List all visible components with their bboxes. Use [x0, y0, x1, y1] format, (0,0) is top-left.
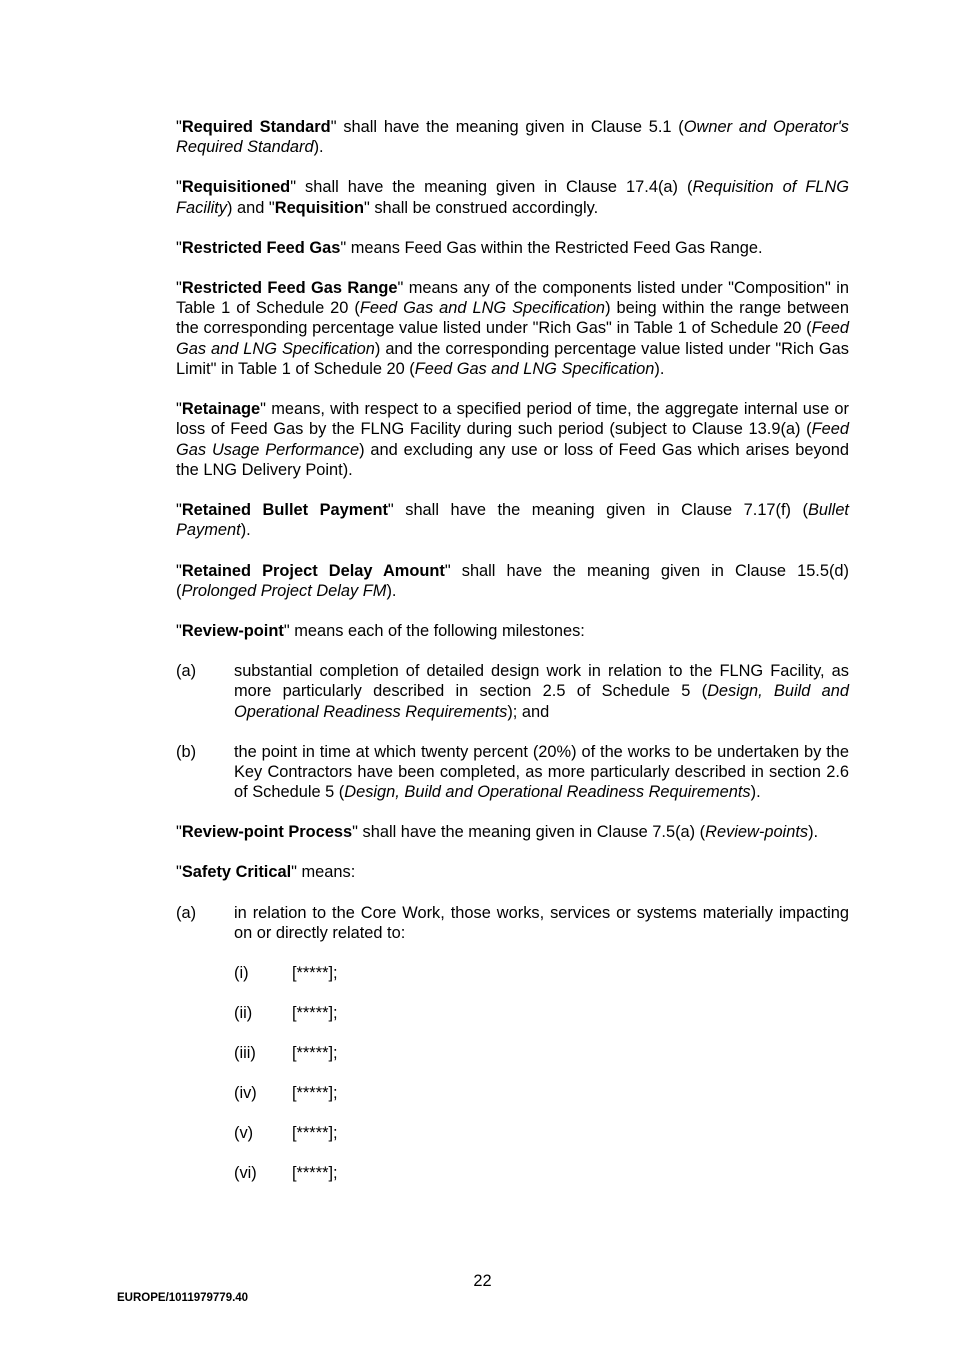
definition-restricted-feed-gas: "Restricted Feed Gas" means Feed Gas within the Restricted Feed Gas Range.	[176, 238, 763, 257]
cross-reference: Feed Gas and LNG Specification	[176, 319, 849, 358]
defined-term: Requisition	[274, 198, 364, 217]
defined-term: Retainage	[181, 400, 261, 419]
list-item: (a) in relation to the Core Work, those works, services or systems materially impacting on or directly related to:	[176, 903, 849, 942]
sub-list-item: (iii) [*****];	[234, 1044, 338, 1063]
list-item: (b) the point in time at which twenty percent (20%) of the works to be undertaken by the Key Contractors have been completed, as more particularly described in section 2.6 of Schedule 5 (Design, Build and Operational Readiness Requirements).	[176, 742, 849, 802]
sub-list-label: (iii)	[234, 1044, 256, 1063]
cross-reference: Owner and Operator's Required Standard	[176, 118, 849, 157]
defined-term: Retained Bullet Payment	[181, 501, 388, 520]
definition-retainage: "Retainage" means, with respect to a specified period of time, the aggregate internal use or loss of Feed Gas by the FLNG Facility during such period (subject to Clause 13.9(a) (Feed Gas Usage Performance) and excluding any use or loss of Feed Gas which arises beyond the LNG Delivery Point).	[176, 400, 849, 480]
defined-term: Restricted Feed Gas Range	[181, 278, 398, 297]
defined-term: Review-point	[181, 621, 284, 640]
list-label: (a)	[176, 903, 197, 922]
cross-reference: Review-points	[705, 823, 809, 842]
sub-list-item: (v) [*****];	[234, 1124, 338, 1143]
cross-reference: Design, Build and Operational Readiness Requirements	[344, 783, 751, 802]
sub-list-label: (v)	[234, 1124, 254, 1143]
defined-term: Requisitioned	[181, 178, 291, 197]
page-number: 22	[473, 1272, 492, 1290]
document-reference: EUROPE/1011979779.40	[117, 1292, 249, 1304]
cross-reference: Feed Gas and LNG Specification	[414, 360, 655, 379]
definition-requisitioned: "Requisitioned" shall have the meaning given in Clause 17.4(a) (Requisition of FLNG Facility) and "Requisition" shall be construed accordingly.	[176, 178, 849, 217]
sub-list-item: (iv) [*****];	[234, 1084, 338, 1103]
list-label: (b)	[176, 742, 197, 761]
list-item: (a) substantial completion of detailed design work in relation to the FLNG Facility, as more particularly described in section 2.5 of Schedule 5 (Design, Build and Operational Readiness Requirements); and	[176, 662, 849, 721]
cross-reference: Prolonged Project Delay FM	[181, 581, 387, 600]
definition-retained-project-delay-amount: "Retained Project Delay Amount" shall have the meaning given in Clause 15.5(d) (Prolonged Project Delay FM).	[176, 561, 850, 600]
sub-list-item: (ii) [*****];	[234, 1004, 338, 1023]
definition-safety-critical: "Safety Critical" means:	[176, 863, 356, 882]
sub-list-item: (i) [*****];	[234, 963, 338, 982]
sub-list-item: (vi) [*****];	[234, 1164, 338, 1183]
definition-review-point: "Review-point" means each of the following milestones:	[176, 621, 585, 640]
defined-term: Safety Critical	[181, 863, 292, 882]
document-body	[176, 117, 849, 1204]
cross-reference: Bullet Payment	[176, 501, 849, 540]
sub-list-label: (vi)	[234, 1164, 257, 1183]
cross-reference: Feed Gas and LNG Specification	[359, 299, 606, 318]
list-label: (a)	[176, 662, 197, 681]
definition-required-standard: "Required Standard" shall have the meaning given in Clause 5.1 (Owner and Operator's Required Standard).	[176, 118, 849, 157]
sub-list-label: (ii)	[234, 1004, 253, 1023]
defined-term: Restricted Feed Gas	[181, 238, 341, 257]
definition-retained-bullet-payment: "Retained Bullet Payment" shall have the meaning given in Clause 7.17(f) (Bullet Payment).	[176, 501, 849, 540]
defined-term: Required Standard	[181, 118, 331, 136]
sub-list-label: (i)	[234, 963, 249, 982]
definition-review-point-process: "Review-point Process" shall have the meaning given in Clause 7.5(a) (Review-points).	[176, 823, 819, 842]
cross-reference: Requisition of FLNG Facility	[176, 178, 849, 217]
cross-reference: Design, Build and Operational Readiness Requirements	[234, 682, 849, 721]
cross-reference: Feed Gas Usage Performance	[176, 420, 849, 459]
defined-term: Review-point Process	[181, 823, 353, 842]
sub-list-label: (iv)	[234, 1084, 257, 1103]
defined-term: Retained Project Delay Amount	[181, 561, 445, 580]
definition-restricted-feed-gas-range: "Restricted Feed Gas Range" means any of the components listed under "Composition" in Table 1 of Schedule 20 (Feed Gas and LNG Specification) being within the range between the corresponding percentage value listed under "Rich Gas" in Table 1 of Schedule 20 (Feed Gas and LNG Specification) and the corresponding percentage value listed under "Rich Gas Limit" in Table 1 of Schedule 20 (Feed Gas and LNG Specification).	[176, 278, 850, 379]
